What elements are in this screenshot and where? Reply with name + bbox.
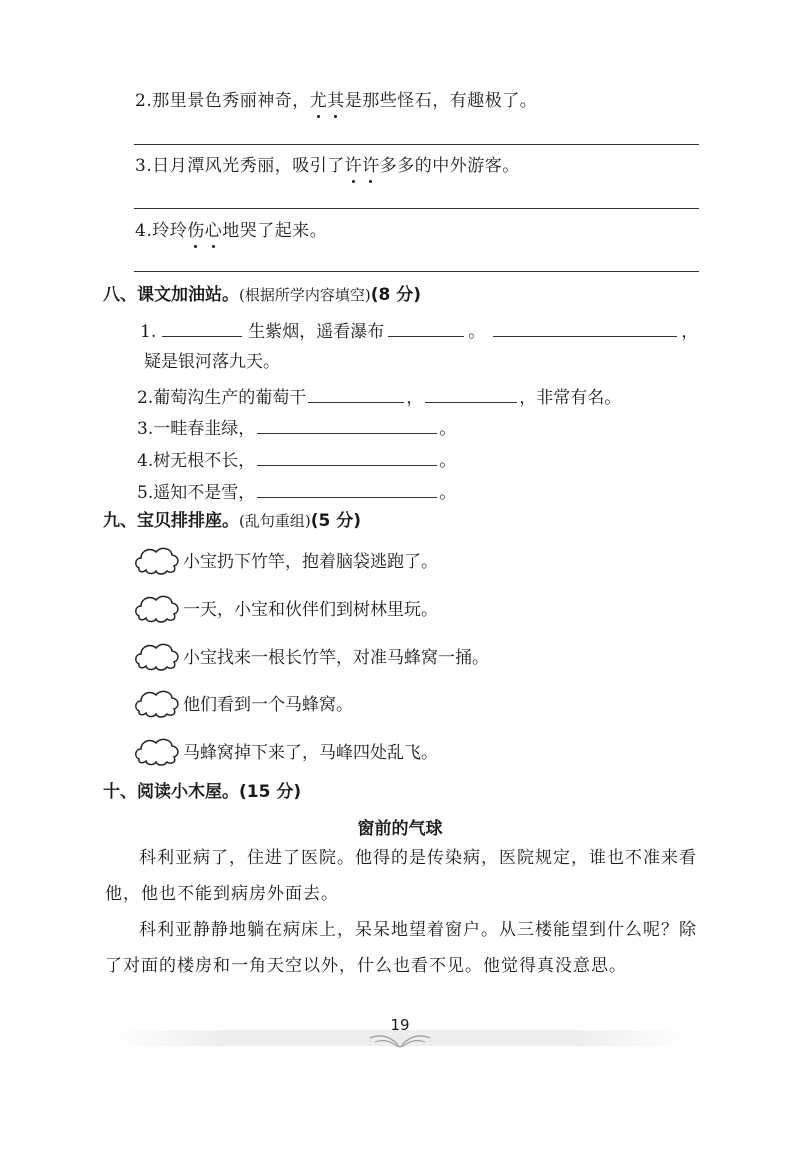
answer-line[interactable] <box>134 208 699 209</box>
story-title: 窗前的气球 <box>357 819 443 839</box>
section-10-heading <box>103 780 301 804</box>
section-note: (根据所学内容填空) <box>239 286 371 304</box>
answer-line[interactable] <box>134 144 699 145</box>
question-text: 5.遥知不是雪， <box>137 483 256 503</box>
fill-blank[interactable] <box>493 318 677 337</box>
section-9-heading <box>103 509 361 533</box>
question-text: 生紫烟，遥看瀑布 <box>248 322 385 342</box>
section-title: 十、阅读小木屋。 <box>103 782 239 802</box>
fill-question-4 <box>137 447 456 473</box>
section-title: 八、课文加油站。 <box>103 285 239 305</box>
reorder-sentence: 一天，小宝和伙伴们到树林里玩。 <box>183 599 438 620</box>
section-title: 九、宝贝排排座。 <box>103 511 239 531</box>
question-text: 2.葡萄沟生产的葡萄干 <box>137 388 307 408</box>
sentence-text: 2.那里景色秀丽神奇， <box>135 91 310 111</box>
sentence-item-2 <box>135 89 537 113</box>
fill-blank[interactable] <box>425 384 517 403</box>
cloud-bubble-icon[interactable] <box>133 542 183 576</box>
dotted-char: 许 <box>362 156 380 176</box>
question-number: 1. <box>140 322 157 342</box>
sentence-text: 地哭了起来。 <box>222 221 328 241</box>
section-score: (15 分) <box>239 782 302 802</box>
reorder-sentence: 他们看到一个马蜂窝。 <box>183 694 353 715</box>
reorder-sentence: 小宝扔下竹竿，抱着脑袋逃跑了。 <box>183 551 438 572</box>
question-text: ， <box>406 388 424 408</box>
answer-line[interactable] <box>134 271 699 272</box>
fill-blank[interactable] <box>162 318 242 337</box>
dotted-char: 伤 <box>187 221 205 241</box>
sentence-text: 多多的中外游客。 <box>379 156 520 176</box>
fill-blank[interactable] <box>308 384 404 403</box>
cloud-bubble-icon[interactable] <box>133 733 183 767</box>
fill-question-3 <box>137 415 456 441</box>
question-text: 3.一畦春韭绿， <box>137 419 256 439</box>
question-text: 。 <box>439 483 457 503</box>
reorder-item <box>133 637 489 673</box>
reorder-item <box>133 732 438 768</box>
cloud-bubble-icon[interactable] <box>133 685 183 719</box>
section-score: (8 分) <box>370 285 422 305</box>
question-text: 。 <box>439 451 457 471</box>
cloud-bubble-icon[interactable] <box>133 590 183 624</box>
dotted-char: 心 <box>204 221 223 241</box>
cloud-bubble-icon[interactable] <box>133 638 183 672</box>
reorder-item <box>133 589 438 625</box>
dotted-char: 尤 <box>309 91 328 111</box>
fill-blank[interactable] <box>257 447 437 466</box>
section-8-heading <box>103 283 421 307</box>
story-paragraph: 科利亚病了，住进了医院。他得的是传染病，医院规定，谁也不准来看他，他也不能到病房外面去。 <box>105 848 697 904</box>
reorder-sentence: 小宝找来一根长竹竿，对准马蜂窝一捅。 <box>183 647 489 668</box>
fill-question-1-line2 <box>144 350 280 374</box>
reorder-sentence: 马蜂窝掉下来了，马峰四处乱飞。 <box>183 742 438 763</box>
sentence-item-3 <box>135 154 520 178</box>
question-text: 。 <box>468 322 486 342</box>
question-text: ，非常有名。 <box>519 388 622 408</box>
reorder-item <box>133 684 353 720</box>
sentence-item-4 <box>135 219 327 243</box>
section-score: (5 分) <box>310 511 362 531</box>
question-text: 4.树无根不长， <box>137 451 256 471</box>
sentence-text: 是那些怪石，有趣极了。 <box>344 91 538 111</box>
dotted-char: 其 <box>327 91 345 111</box>
fill-question-2 <box>137 384 621 410</box>
fill-question-1 <box>140 318 698 344</box>
ornament-icon <box>365 1032 435 1052</box>
story-paragraph: 科利亚静静地躺在病床上，呆呆地望着窗户。从三楼能望到什么呢？除了对面的楼房和一角天空以外，什么也看不见。他觉得真没意思。 <box>105 920 697 976</box>
fill-question-5 <box>137 479 456 505</box>
question-text: 疑是银河落九天。 <box>144 352 280 372</box>
dotted-char: 许 <box>344 156 363 176</box>
fill-blank[interactable] <box>388 318 464 337</box>
question-text: ， <box>681 322 699 342</box>
sentence-text: 3.日月潭风光秀丽，吸引了 <box>135 156 345 176</box>
section-note: (乱句重组) <box>239 512 311 530</box>
fill-blank[interactable] <box>257 479 437 498</box>
sentence-text: 4.玲玲 <box>135 221 188 241</box>
fill-blank[interactable] <box>257 415 437 434</box>
page-number: 19 <box>390 1016 410 1034</box>
question-text: 。 <box>439 419 457 439</box>
reorder-item <box>133 541 438 577</box>
